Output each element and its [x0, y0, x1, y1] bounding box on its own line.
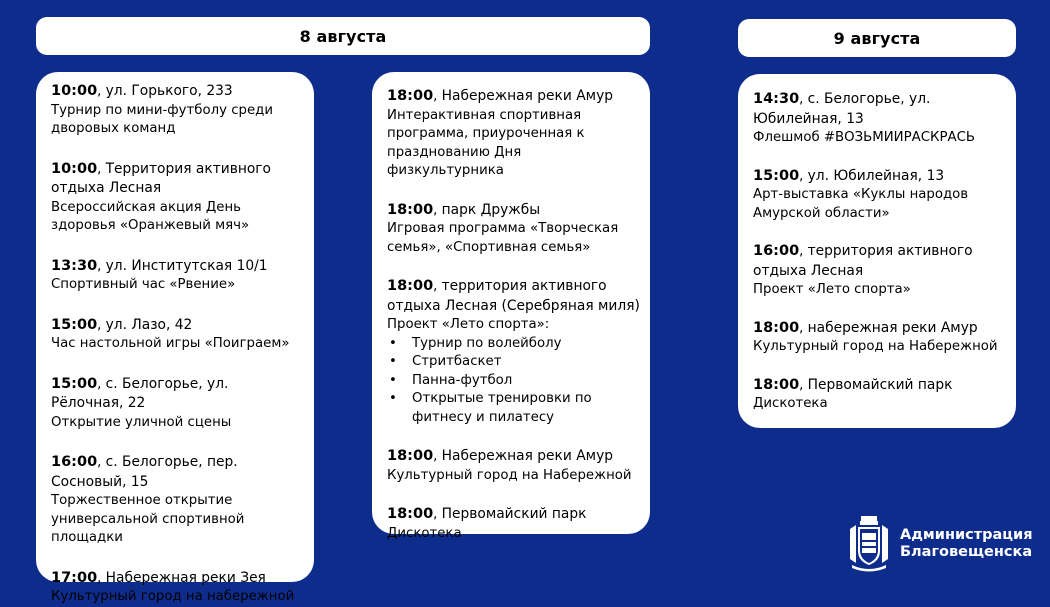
event-when-where: 15:00, ул. Юбилейная, 13 [753, 167, 945, 184]
event-location: Набережная реки Амур [441, 448, 613, 464]
event-time: 13:30 [51, 257, 98, 274]
logo-line-2: Благовещенска [900, 544, 1033, 560]
city-coat-of-arms-icon [846, 515, 892, 573]
event-location: территория активного отдыха Лесная [753, 243, 973, 279]
day-header-august-9 [738, 19, 1016, 57]
event-description: Час настольной игры «Поиграем» [51, 336, 290, 351]
event-item [51, 316, 304, 354]
event-item [387, 277, 642, 427]
event-time: 18:00 [387, 506, 434, 522]
day-title: 8 августа [299, 26, 387, 46]
event-item [753, 90, 1008, 148]
event-location: с. Белогорье, пер. Сосновый, 15 [51, 454, 238, 490]
event-location: ул. Лазо, 42 [105, 316, 193, 333]
activity-list-item: • Открытые тренировки по фитнесу и пилатесу [387, 390, 642, 427]
event-description: Игровая программа «Творческая семья», «Спортивная семья» [387, 221, 619, 255]
event-time: 10:00 [51, 83, 98, 99]
day-title: 9 августа [833, 28, 921, 48]
event-item [387, 447, 642, 485]
logo-line-1: Администрация [900, 527, 1033, 543]
event-description: Торжественное открытие универсальной спортивной площадки [51, 493, 245, 545]
event-item [51, 375, 304, 433]
event-when-where: 18:00, Набережная реки Амур [387, 88, 613, 104]
event-time: 17:00 [51, 569, 98, 586]
event-time: 15:00 [51, 316, 98, 333]
event-description: Турнир по мини-футболу среди дворовых команд [51, 102, 273, 136]
event-item [387, 87, 642, 181]
event-description: Проект «Лето спорта»: [387, 317, 550, 332]
event-item [387, 505, 642, 543]
event-when-where: 10:00, Территория активного отдыха Лесная [51, 160, 271, 196]
event-when-where: 15:00, ул. Лазо, 42 [51, 316, 193, 333]
event-when-where: 16:00, с. Белогорье, пер. Сосновый, 15 [51, 454, 238, 490]
event-when-where: 14:30, с. Белогорье, ул. Юбилейная, 13 [753, 91, 931, 127]
schedule-card-aug8-part2 [372, 72, 650, 541]
event-item [51, 569, 304, 607]
event-description: Проект «Лето спорта» [753, 282, 911, 297]
event-description: Арт-выставка «Куклы народов Амурской области» [753, 187, 969, 221]
event-time: 18:00 [387, 448, 434, 464]
day-header-august-8 [36, 17, 650, 55]
event-description: Флешмоб #ВОЗЬМИИРАСКРАСЬ [753, 130, 975, 145]
event-location: ул. Горького, 233 [105, 83, 233, 99]
event-description: Культурный город на набережной [51, 589, 295, 604]
event-location: ул. Институтская 10/1 [105, 257, 268, 274]
event-description: Спортивный час «Рвение» [51, 277, 236, 292]
event-location: с. Белогорье, ул. Рёлочная, 22 [51, 375, 229, 411]
event-description: Интерактивная спортивная программа, приуроченная к празднованию Дня физкультурника [387, 107, 585, 178]
schedule-card-aug9 [738, 74, 1016, 428]
event-time: 18:00 [753, 376, 800, 393]
event-when-where: 10:00, ул. Горького, 233 [51, 83, 233, 99]
event-item [753, 242, 1008, 300]
event-description: Дискотека [753, 396, 828, 411]
event-time: 18:00 [387, 88, 434, 104]
event-when-where: 18:00, Первомайский парк [387, 506, 587, 522]
event-activity-list [387, 335, 642, 428]
event-location: набережная реки Амур [807, 319, 978, 336]
event-item [753, 319, 1008, 357]
event-location: Набережная реки Амур [441, 88, 613, 104]
administration-logo [846, 514, 1046, 574]
event-time: 18:00 [387, 201, 434, 218]
event-time: 16:00 [51, 454, 98, 470]
event-location: с. Белогорье, ул. Юбилейная, 13 [753, 91, 931, 127]
event-description: Всероссийская акция День здоровья «Оранжевый мяч» [51, 199, 250, 233]
event-item [51, 82, 304, 139]
event-time: 10:00 [51, 160, 98, 177]
event-when-where: 15:00, с. Белогорье, ул. Рёлочная, 22 [51, 375, 229, 411]
event-description: Культурный город на Набережной [753, 339, 998, 354]
schedule-card-aug8-part1 [36, 72, 314, 604]
event-location: парк Дружбы [441, 201, 541, 218]
event-time: 15:00 [753, 167, 800, 184]
event-when-where: 16:00, территория активного отдыха Лесная [753, 243, 973, 279]
activity-list-item: • Стритбаскет [387, 353, 642, 372]
event-item [51, 257, 304, 295]
event-item [51, 160, 304, 236]
event-location: Территория активного отдыха Лесная [51, 160, 271, 196]
event-location: ул. Юбилейная, 13 [807, 167, 945, 184]
activity-list-item: • Турнир по волейболу [387, 335, 642, 354]
event-time: 18:00 [753, 319, 800, 336]
event-time: 18:00 [387, 278, 434, 294]
event-description: Культурный город на Набережной [387, 467, 632, 483]
event-when-where: 13:30, ул. Институтская 10/1 [51, 257, 268, 274]
event-time: 15:00 [51, 375, 98, 392]
event-location: Первомайский парк [441, 506, 587, 522]
event-when-where: 18:00, Первомайский парк [753, 376, 953, 393]
event-location: Первомайский парк [807, 376, 953, 393]
event-item [753, 376, 1008, 414]
event-when-where: 18:00, набережная реки Амур [753, 319, 978, 336]
event-item [753, 167, 1008, 224]
event-location: Набережная реки Зея [105, 569, 266, 586]
event-item [51, 453, 304, 548]
event-when-where: 18:00, парк Дружбы [387, 201, 541, 218]
event-when-where: 17:00, Набережная реки Зея [51, 569, 266, 586]
event-item [387, 201, 642, 258]
event-time: 16:00 [753, 243, 800, 259]
activity-list-item: • Панна-футбол [387, 372, 642, 391]
event-when-where: 18:00, Набережная реки Амур [387, 448, 613, 464]
event-location: территория активного отдыха Лесная (Серебряная миля) [387, 278, 640, 314]
event-description: Дискотека [387, 525, 462, 541]
event-when-where: 18:00, территория активного отдыха Лесная (Серебряная миля) [387, 278, 640, 314]
event-time: 14:30 [753, 91, 800, 107]
event-description: Открытие уличной сцены [51, 414, 232, 430]
